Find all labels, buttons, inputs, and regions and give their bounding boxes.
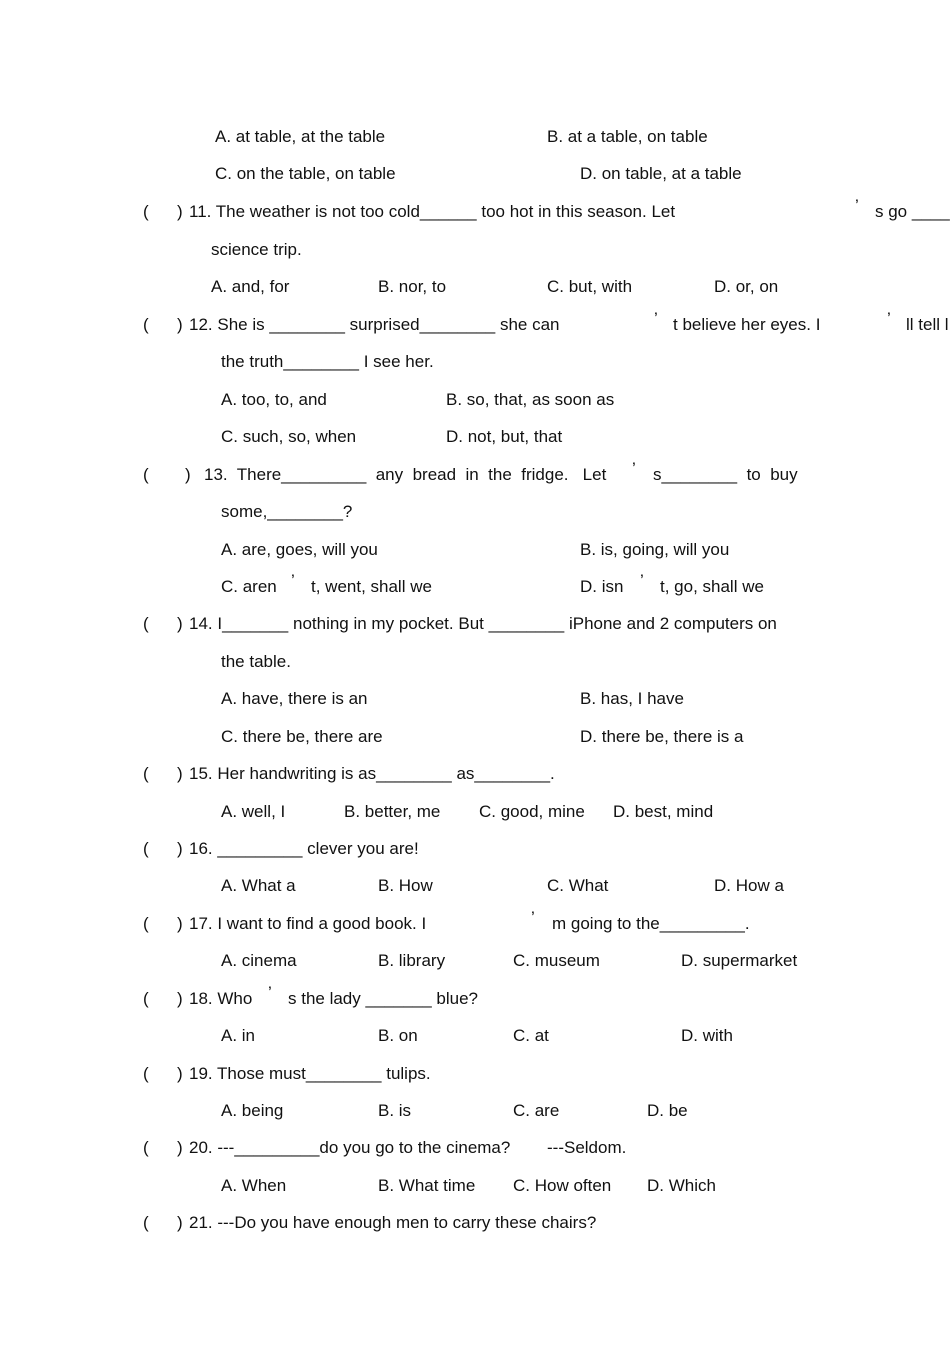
apostrophe: ’ <box>531 908 535 927</box>
option-c-cont: t, went, shall we <box>311 577 432 596</box>
answer-paren-open: ( <box>143 839 149 858</box>
answer-paren-close: ) <box>177 202 183 221</box>
apostrophe: ’ <box>855 196 859 215</box>
apostrophe: ’ <box>887 309 891 328</box>
question-stem-cont: s the lady _______ blue? <box>288 989 478 1008</box>
option-b: B. better, me <box>344 802 441 821</box>
answer-paren-close: ) <box>177 764 183 783</box>
option-b: B. has, I have <box>580 689 684 708</box>
question-stem-line2: the table. <box>221 652 291 671</box>
option-c: C. there be, there are <box>221 727 383 746</box>
answer-paren-open: ( <box>143 614 149 633</box>
answer-paren-open: ( <box>143 1064 149 1083</box>
option-d: D. How a <box>714 876 784 895</box>
answer-paren-close: ) <box>177 839 183 858</box>
answer-paren-open: ( <box>143 764 149 783</box>
answer-paren-open: ( <box>143 202 149 221</box>
option-a: A. and, for <box>211 277 290 296</box>
option-c: C. How often <box>513 1176 612 1195</box>
question-stem-line2: science trip. <box>211 240 302 259</box>
question-stem-line2: the truth________ I see her. <box>221 352 434 371</box>
option-d: D. best, mind <box>613 802 714 821</box>
question-stem: 14. I_______ nothing in my pocket. But ________ iPhone and 2 computers on <box>189 614 777 633</box>
option-c: C. are <box>513 1101 560 1120</box>
question-stem: 15. Her handwriting is as________ as________. <box>189 764 555 783</box>
option-c: C. aren <box>221 577 277 596</box>
q10-option-a: A. at table, at the table <box>215 127 386 146</box>
option-d: D. or, on <box>714 277 779 296</box>
option-c: C. such, so, when <box>221 427 357 446</box>
question-stem: 13. There_________ any bread in the fridge. Let <box>204 465 607 484</box>
option-b: B. What time <box>378 1176 476 1195</box>
option-b: B. on <box>378 1026 418 1045</box>
question-stem-cont: s________ to buy <box>653 465 798 484</box>
answer-paren-open: ( <box>143 1138 149 1157</box>
answer-paren-close: ) <box>177 1064 183 1083</box>
option-a: A. cinema <box>221 951 297 970</box>
question-stem: 21. ---Do you have enough men to carry these chairs? <box>189 1213 597 1232</box>
option-c: C. good, mine <box>479 802 585 821</box>
option-d: D. there be, there is a <box>580 727 744 746</box>
answer-paren-close: ) <box>177 315 183 334</box>
answer-paren-open: ( <box>143 1213 149 1232</box>
question-stem: 18. Who <box>189 989 253 1008</box>
question-stem-cont: s go ____ <box>875 202 950 221</box>
question-stem-cont: ll tell l <box>906 315 949 334</box>
option-b: B. library <box>378 951 446 970</box>
question-stem: 19. Those must________ tulips. <box>189 1064 431 1083</box>
question-stem: 12. She is ________ surprised________ she can <box>189 315 560 334</box>
apostrophe: ’ <box>632 459 636 478</box>
answer-paren-open: ( <box>143 989 149 1008</box>
apostrophe: ’ <box>291 571 295 590</box>
option-c: C. What <box>547 876 609 895</box>
option-d: D. be <box>647 1101 688 1120</box>
apostrophe: ’ <box>268 983 272 1002</box>
question-stem-line2: some,________? <box>221 502 353 521</box>
q10-option-d: D. on table, at a table <box>580 164 742 183</box>
answer-paren-close: ) <box>177 914 183 933</box>
answer-paren-close: ) <box>177 989 183 1008</box>
apostrophe: ’ <box>640 571 644 590</box>
question-stem: 17. I want to find a good book. I <box>189 914 427 933</box>
option-c: C. at <box>513 1026 549 1045</box>
option-a: A. When <box>221 1176 287 1195</box>
answer-paren-close: ) <box>177 1213 183 1232</box>
option-b: B. nor, to <box>378 277 447 296</box>
option-a: A. well, I <box>221 802 286 821</box>
option-d: D. with <box>681 1026 733 1045</box>
option-d: D. isn <box>580 577 624 596</box>
option-d: D. not, but, that <box>446 427 563 446</box>
option-a: A. too, to, and <box>221 390 327 409</box>
answer-paren-close: ) <box>177 614 183 633</box>
question-stem: 11. The weather is not too cold______ too hot in this season. Let <box>189 202 676 221</box>
option-d-cont: t, go, shall we <box>660 577 764 596</box>
option-b: B. is <box>378 1101 412 1120</box>
answer-paren-close: ) <box>177 1138 183 1157</box>
option-c: C. museum <box>513 951 600 970</box>
option-a: A. are, goes, will you <box>221 540 378 559</box>
question-stem: 16. _________ clever you are! <box>189 839 419 858</box>
option-a: A. in <box>221 1026 256 1045</box>
q10-option-b: B. at a table, on table <box>547 127 708 146</box>
option-c: C. but, with <box>547 277 633 296</box>
option-a: A. being <box>221 1101 284 1120</box>
question-answer-text: ---Seldom. <box>547 1138 627 1157</box>
apostrophe: ’ <box>654 309 658 328</box>
answer-paren-close: ) <box>185 465 191 484</box>
answer-paren-open: ( <box>143 465 149 484</box>
option-a: A. have, there is an <box>221 689 368 708</box>
q10-option-c: C. on the table, on table <box>215 164 396 183</box>
option-a: A. What a <box>221 876 296 895</box>
option-b: B. How <box>378 876 433 895</box>
option-d: D. supermarket <box>681 951 798 970</box>
question-stem: 20. ---_________do you go to the cinema? <box>189 1138 511 1157</box>
answer-paren-open: ( <box>143 315 149 334</box>
answer-paren-open: ( <box>143 914 149 933</box>
question-stem-cont: t believe her eyes. I <box>673 315 821 334</box>
option-b: B. is, going, will you <box>580 540 730 559</box>
option-b: B. so, that, as soon as <box>446 390 615 409</box>
question-stem-cont: m going to the_________. <box>552 914 750 933</box>
option-d: D. Which <box>647 1176 716 1195</box>
